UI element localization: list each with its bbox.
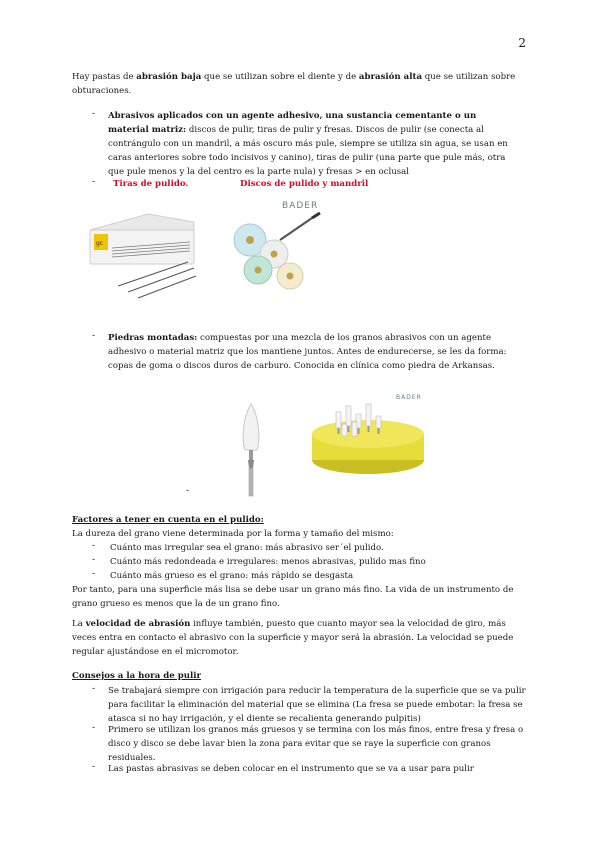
intro-bold-2: abrasión alta xyxy=(358,72,423,82)
bullet-dash: - xyxy=(92,177,96,187)
bullet-dash: - xyxy=(92,762,96,772)
intro-paragraph xyxy=(72,70,530,98)
bullet-dash: - xyxy=(92,555,96,565)
intro-text-3: que se utilizan sobre obturaciones. xyxy=(72,72,516,96)
factores-heading: Factores a tener en cuenta en el pulido: xyxy=(72,515,264,525)
velocidad-text-2: influye también, puesto que cuanto mayor sea la velocidad de giro, más veces entra en contacto el abrasivo con la superficie y mayor será la abrasión. La velocidad se puede regular ajustándose en el micromotor. xyxy=(72,619,514,657)
page-number: 2 xyxy=(518,36,526,50)
polishing-discs-image xyxy=(228,210,326,296)
factores-conclusion: Por tanto, para una superficie más lisa se debe usar un grano más fino. La vida de un instrumento de grano grueso es menos que la de un grano fino. xyxy=(72,585,514,609)
piedras-paragraph xyxy=(108,331,512,373)
consejos-item: Primero se utilizan los granos más gruesos y se termina con los más finos, entre fresa y fresa o disco y disco se debe lavar bien la zona para evitar que se raye la superficie con granos residuales. xyxy=(108,725,524,763)
brand-label: BADER xyxy=(282,201,319,211)
abrasivos-paragraph xyxy=(108,109,512,179)
factores-line: La dureza del grano viene determinada por la forma y tamaño del mismo: xyxy=(72,529,394,539)
bullet-dash: - xyxy=(92,723,96,733)
factores-item: Cuánto más grueso es el grano: más rápido se desgasta xyxy=(110,571,354,581)
factores-item: Cuánto más redondeada e irregulares: menos abrasivas, pulido mas fino xyxy=(110,557,426,567)
bullet-dash: - xyxy=(92,569,96,579)
velocidad-bold: velocidad de abrasión xyxy=(85,619,191,629)
polishing-strips-image xyxy=(88,200,200,300)
piedras-text: compuestas por una mezcla de los granos abrasivos con un agente adhesivo o material matriz que los mantiene juntos. Antes de endurecerse, se les da forma: copas de goma o discos duros de carburo. Conocida en clínica como piedra de Arkansas. xyxy=(108,333,507,371)
stones-yellow-block-image xyxy=(308,398,426,478)
intro-text-2: que se utilizan sobre el diente y de xyxy=(201,72,359,82)
consejos-item: Las pastas abrasivas se deben colocar en el instrumento que se va a usar para pulir xyxy=(108,764,474,774)
label-tiras-de-pulido: Tiras de pulido. xyxy=(113,179,189,189)
svg-text:gc: gc xyxy=(96,240,104,247)
bullet-dash: - xyxy=(92,331,96,341)
abrasivos-text: discos de pulir, tiras de pulir y fresas. Discos de pulir (se conecta al contrángulo con un mandril, a más oscuro más pule, siempre se utiliza sin agua, se usan en caras anteriores sobre todo incisivos y canino), tiras de pulir (una parte que pule más, otra que pule menos y la del centro es la parte nula) y fresas > en oclusal xyxy=(108,125,508,177)
label-discos-de-pulido: Discos de pulido y mandril xyxy=(240,179,369,189)
velocidad-text-1: La xyxy=(72,619,86,629)
consejos-heading: Consejos a la hora de pulir xyxy=(72,671,202,681)
bullet-dash: - xyxy=(92,541,96,551)
velocidad-paragraph xyxy=(72,617,530,659)
intro-text-1: Hay pastas de xyxy=(72,72,137,82)
bullet-dash: - xyxy=(92,684,96,694)
abrasivos-bold: Abrasivos aplicados con un agente adhesivo, una sustancia cementante o un material matriz: xyxy=(108,111,477,135)
consejos-item: Se trabajará siempre con irrigación para reducir la temperatura de la superficie que se va pulir para facilitar la eliminación del material que se elimina (La fresa se puede embotar: la fresa se atasca si no hay irrigación, y el diente se recalienta generando pulpitis) xyxy=(108,686,526,724)
factores-item: Cuánto mas irregular sea el grano: más abrasivo ser´el pulido. xyxy=(110,543,384,553)
intro-bold-1: abrasión baja xyxy=(136,72,202,82)
piedras-bold: Piedras montadas: xyxy=(108,333,198,343)
brand-label-small: BADER xyxy=(396,394,422,401)
stray-dash: - xyxy=(186,486,190,496)
bullet-dash: - xyxy=(92,109,96,119)
mounted-stone-image xyxy=(236,402,266,498)
